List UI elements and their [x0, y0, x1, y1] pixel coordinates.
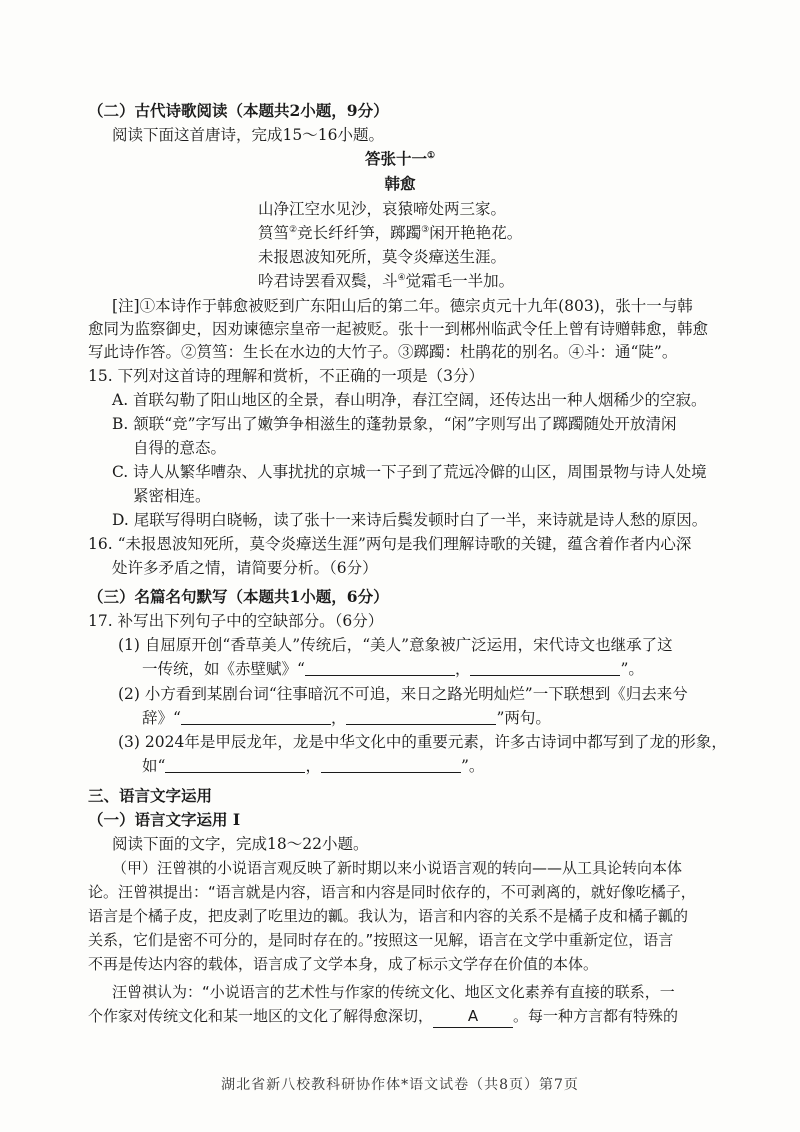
item-2-blanks: 辞》“ ， ”两句。 [142, 709, 551, 727]
item-3-blanks: 如“ ， ”。 [142, 757, 485, 775]
blank-line[interactable] [165, 756, 305, 773]
section-heading-poetry: （二）古代诗歌阅读（本题共2小题，9分） [88, 101, 389, 120]
item-3: (3) 2024年是甲辰龙年，龙是中华文化中的重要元素，许多古诗词中都写到了龙的形象， [118, 733, 727, 751]
poem-line: 未报恩波知死所，莫令炎瘴送生涯。 [258, 248, 507, 266]
passage-line: 论。汪曾祺提出：“语言就是内容，语言和内容是同时依存的，不可剥离的，就好像吃橘子， [88, 883, 696, 901]
poem-title: 答张十一① [364, 149, 436, 168]
poem-author: 韩愈 [384, 174, 416, 193]
passage-line-with-blank: 个作家对传统文化和某一地区的文化了解得愈深切， A 。每一种方言都有特殊的 [88, 1005, 678, 1028]
option-b: B. 颔联“竞”字写出了嫩笋争相滋生的蓬勃景象，“闲”字则写出了踯躅随处开放清闲 [112, 415, 677, 433]
option-c: C. 诗人从繁华嘈杂、人事扰扰的京城一下子到了荒远冷僻的山区，周围景物与诗人处境 [112, 463, 707, 481]
passage-line: 不再是传达内容的载体，语言成了文学本身，成了标示文学存在价值的本体。 [88, 955, 599, 973]
option-c-cont: 紧密相连。 [133, 487, 211, 505]
reading-intro: 阅读下面的文字，完成18～22小题。 [112, 835, 369, 853]
poem-line: 筼筜②竞长纤纤笋，踯躅③闲开艳艳花。 [258, 224, 523, 242]
blank-line[interactable] [470, 659, 620, 676]
blank-line[interactable] [346, 708, 496, 725]
question-17: 17. 补写出下列句子中的空缺部分。（6分） [88, 612, 384, 630]
option-b-cont: 自得的意态。 [133, 439, 227, 457]
passage-line: 关系，它们是密不可分的，是同时存在的。”按照这一见解，语言在文学中重新定位，语言 [88, 931, 674, 949]
passage-line: （甲）汪曾祺的小说语言观反映了新时期以来小说语言观的转向——从工具论转向本体 [112, 859, 683, 877]
blank-line[interactable] [305, 659, 455, 676]
blank-line[interactable] [181, 708, 331, 725]
option-a: A. 首联勾勒了阳山地区的全景，春山明净，春江空阔，还传达出一种人烟稀少的空寂。 [112, 391, 707, 409]
item-1-blanks: 一传统，如《赤壁赋》“ ， ”。 [142, 660, 644, 678]
passage-line: 汪曾祺认为：“小说语言的艺术性与作家的传统文化、地区文化素养有直接的联系，一 [112, 983, 675, 1001]
page-footer: 湖北省新八校教科研协作体*语文试卷（共8页）第7页 [221, 1077, 579, 1093]
question-16-cont: 处许多矛盾之情，请简要分析。（6分） [112, 559, 378, 577]
poem-line: 山净江空水见沙，哀猿啼处两三家。 [258, 200, 507, 218]
question-15: 15. 下列对这首诗的理解和赏析，不正确的一项是（3分） [88, 367, 484, 385]
item-2: (2) 小方看到某剧台词“往事暗沉不可追，来日之路光明灿烂”一下联想到《归去来兮 [118, 685, 688, 703]
blank-a[interactable]: A [433, 1005, 513, 1028]
option-d: D. 尾联写得明白晓畅，读了张十一来诗后鬓发顿时白了一半，来诗就是诗人愁的原因。 [112, 511, 708, 529]
item-1: (1) 自屈原开创“香草美人”传统后，“美人”意象被广泛运用，宋代诗文也继承了这 [118, 636, 673, 654]
poetry-intro: 阅读下面这首唐诗，完成15～16小题。 [112, 126, 384, 144]
section-heading-language: 三、语言文字运用 [88, 786, 213, 805]
passage-line: 语言是个橘子皮，把皮剥了吃里边的瓤。我认为，语言和内容的关系不是橘子皮和橘子瓤的 [88, 907, 689, 925]
subsection-heading: （一）语言文字运用 I [88, 810, 241, 829]
question-16: 16. “未报恩波知死所，莫令炎瘴送生涯”两句是我们理解诗歌的关键，蕴含着作者内心深 [88, 535, 692, 553]
poem-note: 写此诗作答。②筼筜：生长在水边的大竹子。③踯躅：杜鹃花的别名。④斗：通“陡”。 [88, 343, 678, 361]
section-heading-dictation: （三）名篇名句默写（本题共1小题，6分） [88, 587, 389, 606]
blank-line[interactable] [321, 756, 461, 773]
poem-line: 吟君诗罢看双鬓，斗④觉霜毛一半加。 [258, 272, 515, 290]
poem-note: [注]①本诗作于韩愈被贬到广东阳山后的第二年。德宗贞元十九年(803)，张十一与韩 [112, 297, 693, 315]
poem-note: 愈同为监察御史，因劝谏德宗皇帝一起被贬。张十一到郴州临武令任上曾有诗赠韩愈，韩愈 [88, 320, 709, 338]
